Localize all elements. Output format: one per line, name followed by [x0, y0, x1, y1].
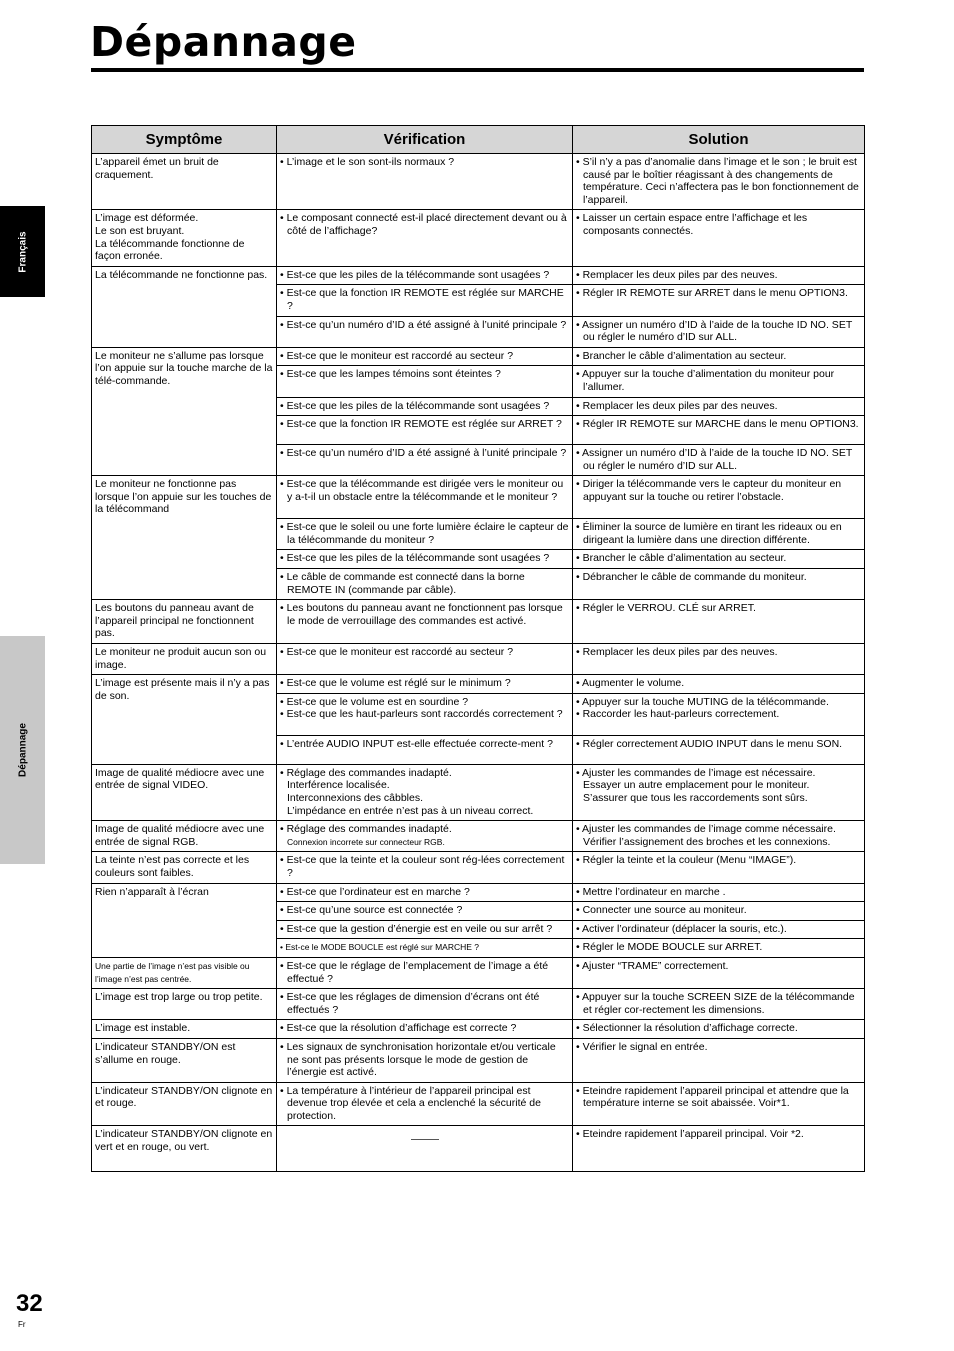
- symptom-text: Les boutons du panneau avant de l’appareil principal ne fonctionnent pas.: [95, 602, 254, 640]
- symptom-cell: [92, 1126, 277, 1172]
- verification-text: • Est-ce que le volume est en sourdine ?: [280, 695, 469, 708]
- solution-cell: [573, 476, 865, 519]
- symptom-cell: [92, 852, 277, 883]
- solution-cell: [573, 852, 865, 883]
- solution-text: S’assurer que tous les raccordements sont sûrs.: [583, 792, 808, 804]
- symptom-text: L’image est trop large ou trop petite.: [95, 991, 263, 1004]
- verification-cell: [277, 600, 573, 644]
- table-row: [92, 476, 865, 519]
- verification-text: • Le composant connecté est-il placé directement devant ou à côté de l’affichage?: [280, 212, 567, 237]
- symptom-text: L’indicateur STANDBY/ON clignote en vert et en rouge, ou vert.: [95, 1128, 273, 1154]
- solution-text: • Eteindre rapidement l’appareil principal et attendre que la température interne se soit abaissée. Voir*1.: [576, 1084, 849, 1110]
- title-rule: [91, 68, 864, 72]
- solution-cell: [573, 1082, 865, 1126]
- header-verification: Vérification: [277, 126, 573, 154]
- solution-cell: [573, 550, 865, 569]
- solution-text: • Débrancher le câble de commande du moniteur.: [576, 571, 807, 584]
- verification-cell: [277, 883, 573, 902]
- language-tab: [0, 206, 45, 297]
- solution-text: • Assigner un numéro d’ID à l’aide de la touche ID NO. SET ou régler le numéro d’ID sur ALL.: [576, 318, 853, 344]
- verification-cell: [277, 693, 573, 735]
- table-row: [92, 1082, 865, 1126]
- solution-cell: [573, 316, 865, 347]
- table-row: [92, 883, 865, 902]
- verification-text: • L’image et le son sont-ils normaux ?: [280, 156, 455, 168]
- verification-text: • Est-ce que le volume est réglé sur le minimum ?: [280, 677, 511, 690]
- verification-cell: [277, 1038, 573, 1082]
- table-row: [92, 764, 865, 820]
- symptom-cell: [92, 154, 277, 210]
- symptom-cell: [92, 266, 277, 347]
- verification-text: • Les signaux de synchronisation horizontale et/ou verticale ne sont pas présents lorsque le mode de gestion de l’énergie est activé.: [280, 1040, 556, 1079]
- verification-text: • Les boutons du panneau avant ne fonctionnent pas lorsque le mode de verrouillage des commandes est activé.: [280, 602, 563, 627]
- page-number: 32: [16, 1290, 43, 1317]
- table-row: [92, 675, 865, 694]
- verification-cell: [277, 821, 573, 852]
- table-row: [92, 821, 865, 852]
- solution-cell: [573, 1126, 865, 1172]
- symptom-cell: [92, 821, 277, 852]
- verification-text: • Est-ce que les lampes témoins sont éteintes ?: [280, 368, 501, 381]
- solution-text: • Ajuster “TRAME” correctement.: [576, 959, 729, 972]
- solution-text: Essayer un autre emplacement pour le moniteur.: [583, 779, 810, 792]
- table-row: [92, 852, 865, 883]
- solution-text: • Régler le VERROU. CLÉ sur ARRET.: [576, 602, 756, 615]
- table-header-row: [92, 126, 865, 154]
- page-language-code: Fr: [18, 1320, 26, 1329]
- verification-cell: [277, 154, 573, 210]
- verification-text: • Est-ce que les piles de la télécommande sont usagées ?: [280, 268, 550, 281]
- solution-text: • Brancher le câble d’alimentation au secteur.: [576, 349, 787, 362]
- solution-cell: [573, 397, 865, 416]
- solution-cell: [573, 569, 865, 600]
- verification-text: • Est-ce que le soleil ou une forte lumière éclaire le capteur de la télécommande du moniteur ?: [280, 521, 569, 546]
- symptom-text: Le moniteur ne fonctionne pas lorsque l’on appuie sur les touches de la télécommand: [95, 478, 272, 516]
- verification-text: • Est-ce que les piles de la télécommande sont usagées ?: [280, 399, 550, 412]
- symptom-cell: [92, 989, 277, 1020]
- verification-cell: [277, 569, 573, 600]
- page-title: Dépannage: [90, 18, 357, 66]
- verification-cell: [277, 644, 573, 675]
- solution-text: • S’il n’y a pas d’anomalie dans l’image et le son ; le bruit est causé par le boîtier réagissant à des changements de température. Ceci n’affectera pas le bon fonctionnement de l’appareil.: [576, 156, 859, 206]
- section-tab: [0, 636, 45, 864]
- solution-text: • Appuyer sur la touche SCREEN SIZE de la télécommande et régler cor-rectement les dimensions.: [576, 991, 855, 1016]
- verification-text: • Est-ce que la teinte et la couleur sont rég-lées correctement ?: [280, 854, 565, 879]
- verification-cell: [277, 519, 573, 550]
- symptom-cell: [92, 600, 277, 644]
- verification-text: • Est-ce qu’un numéro d’ID a été assigné à l’unité principale ?: [280, 318, 567, 331]
- solution-cell: [573, 644, 865, 675]
- troubleshooting-table: [91, 125, 865, 1172]
- verification-text: • Est-ce qu’un numéro d’ID a été assigné à l’unité principale ?: [280, 447, 567, 460]
- verification-cell: [277, 347, 573, 366]
- table-row: [92, 957, 865, 988]
- symptom-text: Le moniteur ne s’allume pas lorsque l’on appuie sur la touche marche de la télé-commande.: [95, 349, 273, 387]
- solution-text: • Remplacer les deux piles par des neuves.: [576, 399, 778, 412]
- solution-text: • Éliminer la source de lumière en tirant les rideaux ou en dirigeant la lumière dans une direction différente.: [576, 521, 842, 546]
- symptom-cell: [92, 883, 277, 957]
- solution-text: • Ajuster les commandes de l’image comme nécessaire.: [576, 823, 836, 836]
- verification-text: Interconnexions des câbbles.: [287, 792, 424, 804]
- solution-cell: [573, 920, 865, 939]
- verification-cell: [277, 939, 573, 958]
- verification-cell: [277, 764, 573, 820]
- symptom-text: La télécommande ne fonctionne pas.: [95, 268, 268, 281]
- symptom-text: L’appareil émet un bruit de craquement.: [95, 156, 219, 181]
- symptom-text: Image de qualité médiocre avec une entrée de signal RGB.: [95, 823, 265, 848]
- verification-text: • L’entrée AUDIO INPUT est-elle effectuée correcte-ment ?: [280, 737, 553, 750]
- table-row: [92, 347, 865, 366]
- table-row: [92, 644, 865, 675]
- table-body: [92, 154, 865, 1172]
- symptom-cell: [92, 644, 277, 675]
- solution-cell: [573, 266, 865, 285]
- verification-text: • Est-ce que les piles de la télécommande sont usagées ?: [280, 552, 550, 565]
- table-row: [92, 1020, 865, 1039]
- solution-text: • Eteindre rapidement l’appareil principal. Voir *2.: [576, 1128, 804, 1141]
- symptom-text: L’indicateur STANDBY/ON clignote en et rouge.: [95, 1084, 273, 1110]
- solution-cell: [573, 366, 865, 397]
- solution-cell: [573, 735, 865, 764]
- solution-cell: [573, 1038, 865, 1082]
- solution-text: • Appuyer sur la touche d’alimentation du moniteur pour l’allumer.: [576, 368, 835, 393]
- verification-cell: [277, 416, 573, 445]
- symptom-text: L’indicateur STANDBY/ON est s’allume en rouge.: [95, 1040, 236, 1066]
- language-tab-label: Français: [17, 230, 28, 273]
- solution-cell: [573, 693, 865, 735]
- verification-cell: [277, 735, 573, 764]
- verification-cell: [277, 210, 573, 266]
- solution-cell: [573, 154, 865, 210]
- symptom-text: L’image est déformée.: [95, 212, 199, 225]
- verification-text: • Est-ce que la résolution d’affichage est correcte ?: [280, 1022, 517, 1035]
- solution-cell: [573, 210, 865, 266]
- solution-text: • Sélectionner la résolution d’affichage correcte.: [576, 1022, 798, 1035]
- solution-text: • Remplacer les deux piles par des neuves.: [576, 268, 778, 281]
- symptom-cell: [92, 675, 277, 765]
- solution-cell: [573, 416, 865, 445]
- verification-text: • Est-ce que la télécommande est dirigée vers le moniteur ou y a-t-il un obstacle entre la télécommande et le moniteur ?: [280, 478, 564, 503]
- solution-text: • Régler la teinte et la couleur (Menu “IMAGE”).: [576, 854, 797, 867]
- symptom-text: Le moniteur ne produit aucun son ou image.: [95, 646, 267, 671]
- verification-text: L’impédance en entrée n’est pas à un niveau correct.: [287, 804, 534, 817]
- verification-text: • Est-ce qu’une source est connectée ?: [280, 904, 463, 917]
- placeholder-mark: [411, 1139, 439, 1140]
- solution-text: • Régler correctement AUDIO INPUT dans le menu SON.: [576, 737, 843, 750]
- verification-text: • Est-ce que les haut-parleurs sont raccordés correctement ?: [280, 708, 563, 721]
- verification-cell: [277, 989, 573, 1020]
- verification-cell: [277, 1020, 573, 1039]
- verification-text: • Réglage des commandes inadapté.: [280, 766, 452, 779]
- verification-cell: [277, 675, 573, 694]
- verification-cell: [277, 852, 573, 883]
- verification-cell: [277, 957, 573, 988]
- table-row: [92, 266, 865, 285]
- symptom-cell: [92, 1038, 277, 1082]
- verification-text: Connexion incorrete sur connecteur RGB.: [287, 836, 445, 847]
- verification-cell: [277, 550, 573, 569]
- verification-cell: [277, 1082, 573, 1126]
- solution-text: • Connecter une source au moniteur.: [576, 904, 747, 917]
- symptom-text: L’image est présente mais il n’y a pas de son.: [95, 677, 270, 702]
- solution-text: • Remplacer les deux piles par des neuves.: [576, 646, 778, 659]
- symptom-cell: [92, 957, 277, 988]
- verification-cell: [277, 1126, 573, 1172]
- symptom-cell: [92, 764, 277, 820]
- solution-cell: [573, 285, 865, 316]
- solution-cell: [573, 519, 865, 550]
- verification-cell: [277, 445, 573, 476]
- symptom-cell: [92, 476, 277, 600]
- solution-cell: [573, 939, 865, 958]
- verification-text: Interférence localisée.: [287, 779, 390, 792]
- verification-cell: [277, 316, 573, 347]
- solution-cell: [573, 445, 865, 476]
- section-tab-label: Dépannage: [17, 723, 28, 777]
- symptom-text: Une partie de l’image n’est pas visible ou l’image n’est pas centrée.: [95, 960, 250, 984]
- verification-text: • Est-ce que le moniteur est raccordé au secteur ?: [280, 646, 514, 659]
- symptom-cell: [92, 347, 277, 476]
- solution-text: • Régler IR REMOTE sur MARCHE dans le menu OPTION3.: [576, 418, 859, 431]
- verification-cell: [277, 266, 573, 285]
- verification-text: • Est-ce que le moniteur est raccordé au secteur ?: [280, 349, 514, 362]
- solution-text: • Augmenter le volume.: [576, 677, 685, 690]
- symptom-text: Le son est bruyant.: [95, 224, 185, 237]
- header-symptome: Symptôme: [92, 126, 277, 154]
- table-row: [92, 1126, 865, 1172]
- table-row: [92, 210, 865, 266]
- solution-text: • Brancher le câble d’alimentation au secteur.: [576, 552, 787, 565]
- solution-text: • Mettre l’ordinateur en marche .: [576, 885, 726, 898]
- table-row: [92, 1038, 865, 1082]
- verification-text: • Est-ce que la fonction IR REMOTE est réglée sur ARRET ?: [280, 418, 562, 431]
- solution-text: • Régler IR REMOTE sur ARRET dans le menu OPTION3.: [576, 287, 848, 300]
- solution-text: • Raccorder les haut-parleurs correctement.: [576, 708, 780, 721]
- solution-text: • Vérifier le signal en entrée.: [576, 1040, 708, 1053]
- solution-cell: [573, 883, 865, 902]
- symptom-cell: [92, 210, 277, 266]
- symptom-text: Image de qualité médiocre avec une entrée de signal VIDEO.: [95, 766, 265, 792]
- solution-cell: [573, 821, 865, 852]
- solution-text: • Diriger la télécommande vers le capteur du moniteur en appuyant sur la touche ou retirer l’obstacle.: [576, 478, 842, 503]
- solution-text: • Assigner un numéro d’ID à l’aide de la touche ID NO. SET ou régler le numéro d’ID sur ALL.: [576, 447, 853, 472]
- solution-cell: [573, 902, 865, 921]
- solution-text: • Laisser un certain espace entre l’affichage et les composants connectés.: [576, 212, 808, 237]
- verification-text: • Est-ce le MODE BOUCLE est réglé sur MARCHE ?: [280, 942, 479, 953]
- solution-text: Vérifier l’assignement des broches et les connexions.: [583, 835, 831, 848]
- verification-text: • Est-ce que la gestion d’énergie est en veile ou sur arrêt ?: [280, 922, 553, 935]
- table-row: [92, 600, 865, 644]
- header-solution: Solution: [573, 126, 865, 154]
- symptom-text: L’image est instable.: [95, 1022, 191, 1035]
- symptom-cell: [92, 1020, 277, 1039]
- solution-text: • Appuyer sur la touche MUTING de la télécommande.: [576, 695, 829, 708]
- solution-text: • Régler le MODE BOUCLE sur ARRET.: [576, 941, 763, 954]
- verification-cell: [277, 397, 573, 416]
- verification-text: • Est-ce que les réglages de dimension d’écrans ont été effectués ?: [280, 991, 540, 1016]
- verification-cell: [277, 366, 573, 397]
- symptom-text: Rien n’apparaît à l’écran: [95, 885, 209, 898]
- table-row: [92, 989, 865, 1020]
- solution-text: • Activer l’ordinateur (déplacer la souris, etc.).: [576, 922, 787, 935]
- solution-cell: [573, 1020, 865, 1039]
- verification-cell: [277, 902, 573, 921]
- symptom-text: La teinte n’est pas correcte et les couleurs sont faibles.: [95, 854, 250, 879]
- verification-cell: [277, 476, 573, 519]
- solution-cell: [573, 675, 865, 694]
- verification-text: • Le câble de commande est connecté dans la borne REMOTE IN (commande par câble).: [280, 571, 525, 596]
- verification-text: • Est-ce que l’ordinateur est en marche ?: [280, 885, 470, 898]
- solution-cell: [573, 600, 865, 644]
- solution-cell: [573, 957, 865, 988]
- verification-cell: [277, 920, 573, 939]
- verification-text: • Réglage des commandes inadapté.: [280, 823, 452, 836]
- solution-cell: [573, 347, 865, 366]
- symptom-text: La télécommande fonctionne de façon erronée.: [95, 237, 245, 263]
- verification-text: • La température à l’intérieur de l’appareil principal est devenue trop élevée et cela a enclenché la sécurité de protection.: [280, 1084, 541, 1122]
- verification-cell: [277, 285, 573, 316]
- verification-text: • Est-ce que la fonction IR REMOTE est réglée sur MARCHE ?: [280, 287, 564, 312]
- verification-text: • Est-ce que le réglage de l’emplacement de l’image a été effectué ?: [280, 959, 549, 985]
- solution-cell: [573, 764, 865, 820]
- symptom-cell: [92, 1082, 277, 1126]
- table-row: [92, 154, 865, 210]
- solution-text: • Ajuster les commandes de l’image est nécessaire.: [576, 766, 816, 779]
- solution-cell: [573, 989, 865, 1020]
